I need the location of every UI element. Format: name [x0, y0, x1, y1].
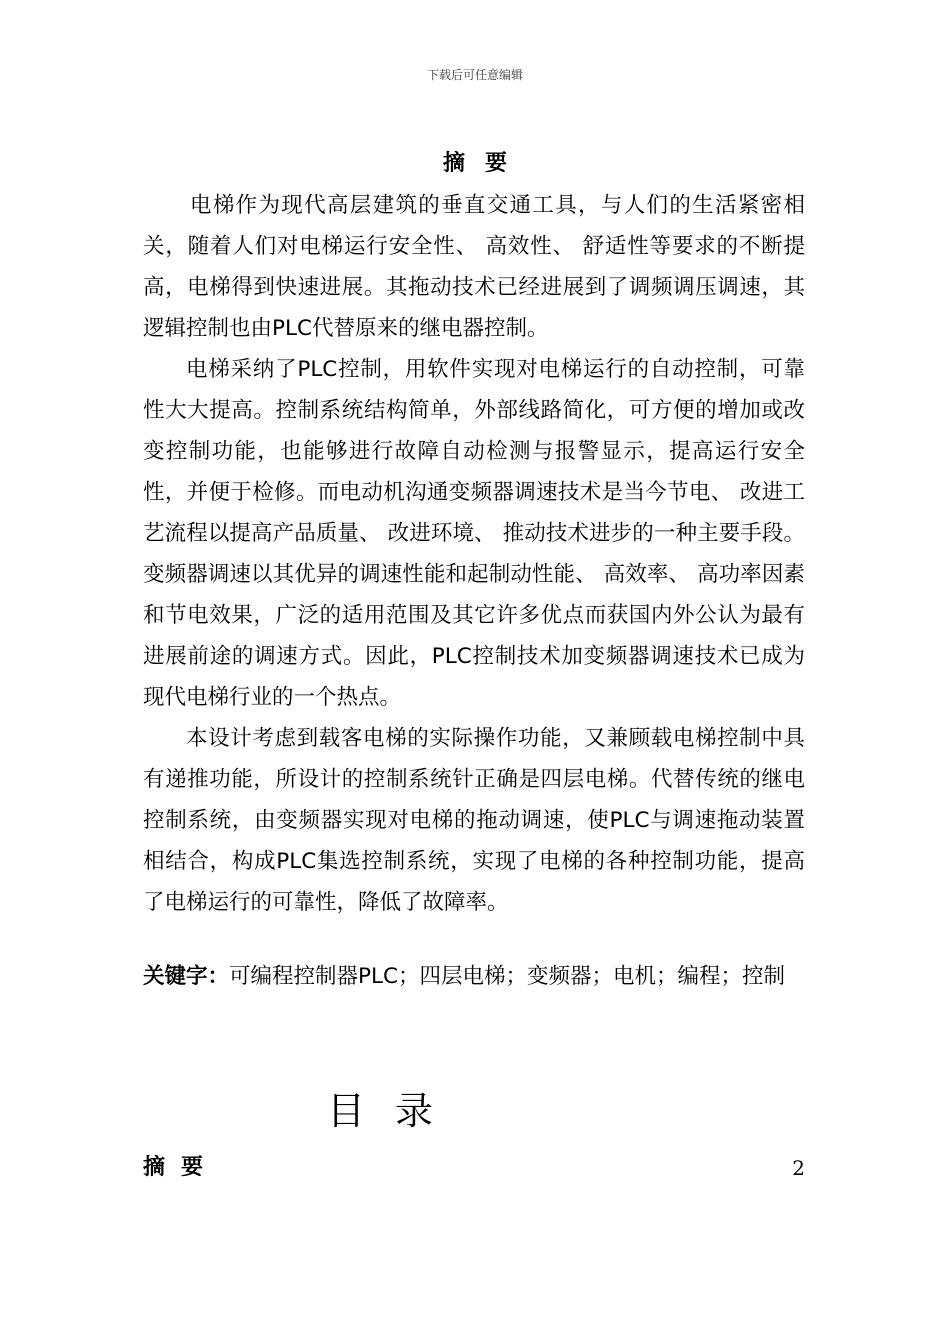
keywords-label: 关键字：	[143, 964, 230, 989]
keywords-line	[143, 956, 805, 997]
abstract-paragraph: 电梯采纳了PLC控制，用软件实现对电梯运行的自动控制，可靠性大大提高。控制系统结构简单，外部线路简化，可方便的增加或改变控制功能，也能够进行故障自动检测与报警显示，提高运行安全性，并便于检修。而电动机沟通变频器调速技术是当今节电、 改进工艺流程以提高产品质量、 改进环境、 推动技术进步的一种主要手段。变频器调速以其优异的调速性能和起制动性能、 高效率、 高功率因素和节电效果，广泛的适用范围及其它许多优点而获国内外公认为最有进展前途的调速方式。因此，PLC控制技术加变频器调速技术已成为现代电梯行业的一个热点。	[143, 357, 805, 710]
keywords-text: 可编程控制器PLC；四层电梯；变频器；电机；编程；控制	[229, 964, 785, 989]
toc-title: 目录	[327, 1089, 464, 1133]
page-header-note: 下载后可任意编辑	[426, 68, 523, 82]
abstract-title: 摘要	[442, 151, 527, 176]
toc-entry-page: 2	[792, 1156, 805, 1180]
abstract-body	[143, 185, 805, 923]
toc-entry[interactable]	[143, 1150, 805, 1186]
abstract-paragraph: 电梯作为现代高层建筑的垂直交通工具，与人们的生活紧密相关，随着人们对电梯运行安全性、 高效性、 舒适性等要求的不断提高，电梯得到快速进展。其拖动技术已经进展到了调频调压调速，其逻辑控制也由PLC代替原来的继电器控制。	[143, 193, 805, 341]
abstract-paragraph: 本设计考虑到载客电梯的实际操作功能，又兼顾载电梯控制中具有递推功能，所设计的控制系统针正确是四层电梯。代替传统的继电控制系统，由变频器实现对电梯的拖动调速，使PLC与调速拖动装置相结合，构成PLC集选控制系统，实现了电梯的各种控制功能，提高了电梯运行的可靠性，降低了故障率。	[143, 726, 805, 915]
toc-entry-label: 摘要	[143, 1155, 220, 1180]
